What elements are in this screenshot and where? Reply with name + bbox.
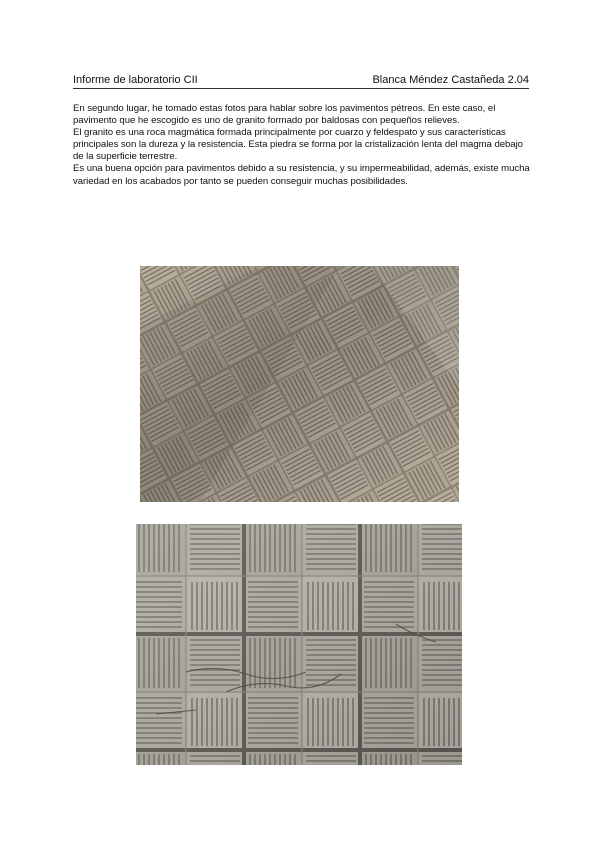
granite-paving-photo-1-image <box>140 266 459 502</box>
granite-paving-photo-2-image <box>136 524 462 765</box>
body-text <box>73 103 535 188</box>
granite-paving-photo-2 <box>136 524 462 765</box>
header-title: Informe de laboratorio CII <box>73 74 198 86</box>
header-author: Blanca Méndez Castañeda 2.04 <box>372 74 529 86</box>
paragraph-intro: En segundo lugar, he tomado estas fotos para hablar sobre los pavimentos pétreos. En este caso, el pavimento que he escogido es uno de granito formado por baldosas con pequeños relieves. <box>73 103 496 127</box>
page-header <box>73 72 529 89</box>
paragraph-use: Es una buena opción para pavimentos debido a su resistencia, y su impermeabilidad, además, existe mucha variedad en los acabados por tanto se pueden conseguir muchas posibilidades. <box>73 163 530 187</box>
granite-paving-photo-1 <box>140 266 459 502</box>
paragraph-granite: El granito es una roca magmática formada principalmente por cuarzo y feldespato y sus características principales son la dureza y la resistencia. Esta piedra se forma por la cristalización lenta del magma debajo de la superficie terrestre. <box>73 127 523 163</box>
